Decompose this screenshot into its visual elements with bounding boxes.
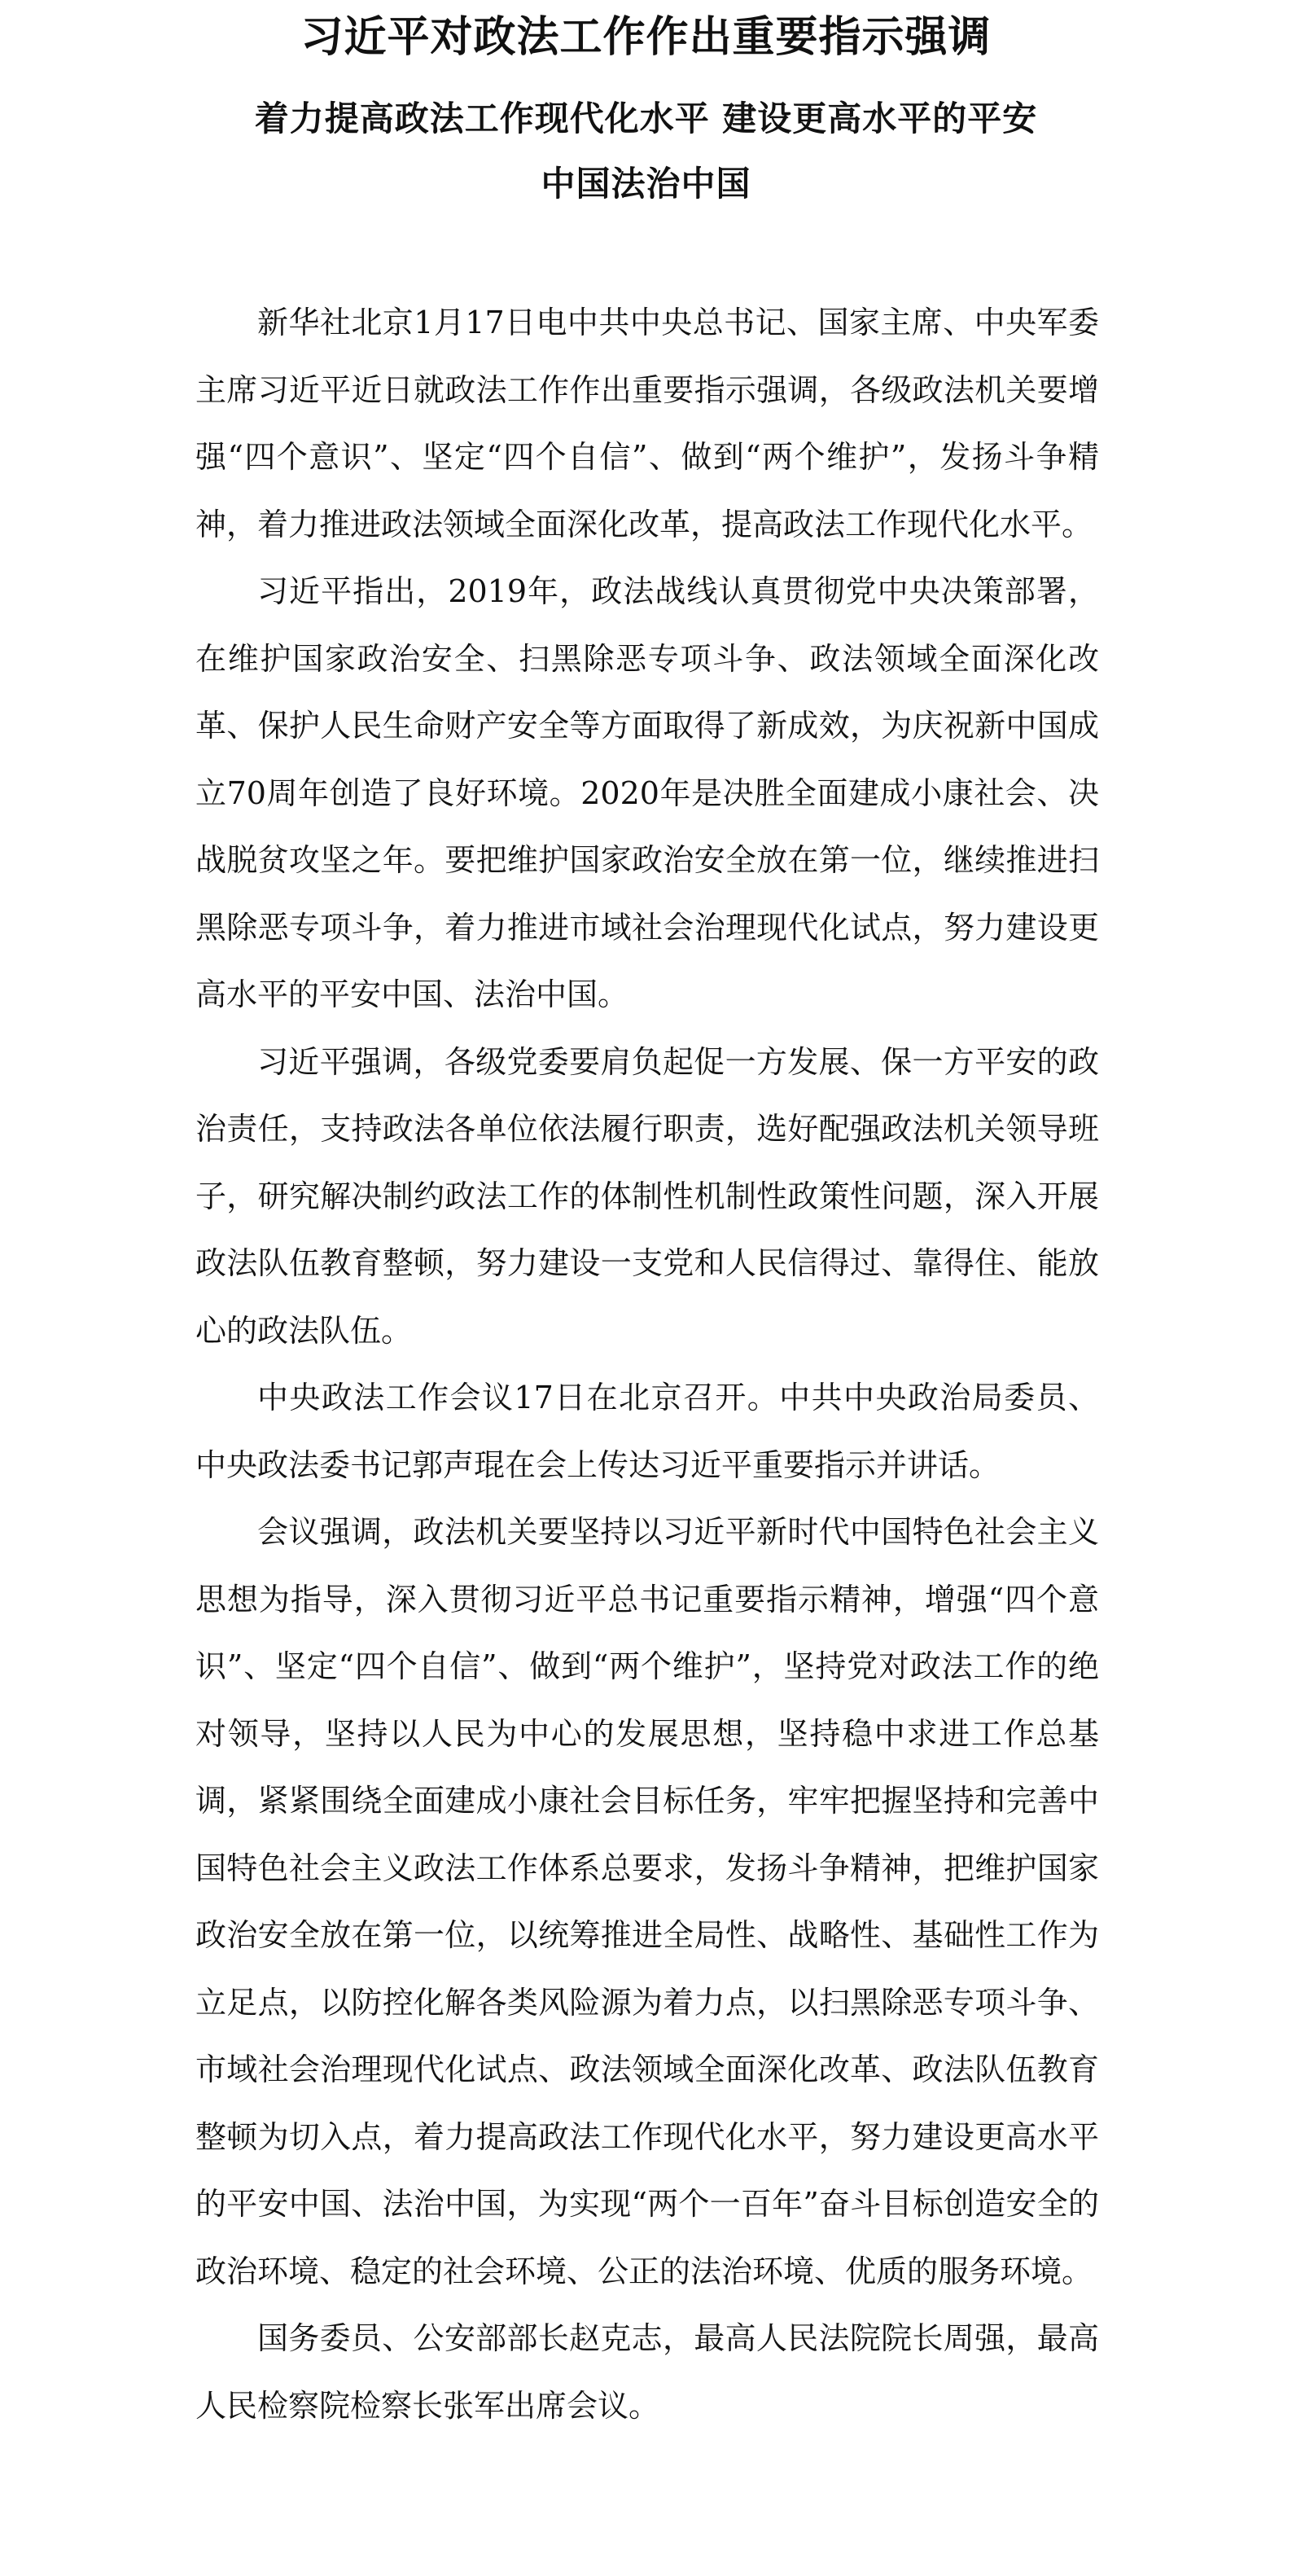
article-subtitle-line1: 着力提高政法工作现代化水平 建设更高水平的平安 xyxy=(254,99,1038,138)
paragraph-3: 习近平强调，各级党委要肩负起促一方发展、保一方平安的政治责任，支持政法各单位依法履行职责，选好配强政法机关领导班子，研究解决制约政法工作的体制性机制性政策性问题，深入开展政法队伍教育整顿，努力建设一支党和人民信得过、靠得住、能放心的政法队伍。 xyxy=(195,1043,1099,1349)
paragraph-4: 中央政法工作会议17日在北京召开。中共中央政治局委员、中央政法委书记郭声琨在会上传达习近平重要指示并讲话。 xyxy=(195,1380,1099,1483)
article-body xyxy=(195,289,1099,2439)
paragraph-2: 习近平指出，2019年，政法战线认真贯彻党中央决策部署，在维护国家政治安全、扫黑除恶专项斗争、政法领域全面深化改革、保护人民生命财产安全等方面取得了新成效，为庆祝新中国成立70周年创造了良好环境。2020年是决胜全面建成小康社会、决战脱贫攻坚之年。要把维护国家政治安全放在第一位，继续推进扫黑除恶专项斗争，着力推进市域社会治理现代化试点，努力建设更高水平的平安中国、法治中国。 xyxy=(195,573,1099,1012)
paragraph-5: 会议强调，政法机关要坚持以习近平新时代中国特色社会主义思想为指导，深入贯彻习近平总书记重要指示精神，增强“四个意识”、坚定“四个自信”、做到“两个维护”，坚持党对政法工作的绝对领导，坚持以人民为中心的发展思想，坚持稳中求进工作总基调，紧紧围绕全面建成小康社会目标任务，牢牢把握坚持和完善中国特色社会主义政法工作体系总要求，发扬斗争精神，把维护国家政治安全放在第一位，以统筹推进全局性、战略性、基础性工作为立足点，以防控化解各类风险源为着力点，以扫黑除恶专项斗争、市域社会治理现代化试点、政法领域全面深化改革、政法队伍教育整顿为切入点，着力提高政法工作现代化水平，努力建设更高水平的平安中国、法治中国，为实现“两个一百年”奋斗目标创造安全的政治环境、稳定的社会环境、公正的法治环境、优质的服务环境。 xyxy=(195,1514,1099,2289)
paragraph-6: 国务委员、公安部部长赵克志，最高人民法院院长周强，最高人民检察院检察长张军出席会议。 xyxy=(195,2320,1099,2424)
paragraph-1: 新华社北京1月17日电中共中央总书记、国家主席、中央军委主席习近平近日就政法工作作出重要指示强调，各级政法机关要增强“四个意识”、坚定“四个自信”、做到“两个维护”，发扬斗争精神，着力推进政法领域全面深化改革，提高政法工作现代化水平。 xyxy=(195,305,1099,542)
article-subtitle-line2: 中国法治中国 xyxy=(541,164,751,204)
article-title: 习近平对政法工作作出重要指示强调 xyxy=(300,12,992,62)
